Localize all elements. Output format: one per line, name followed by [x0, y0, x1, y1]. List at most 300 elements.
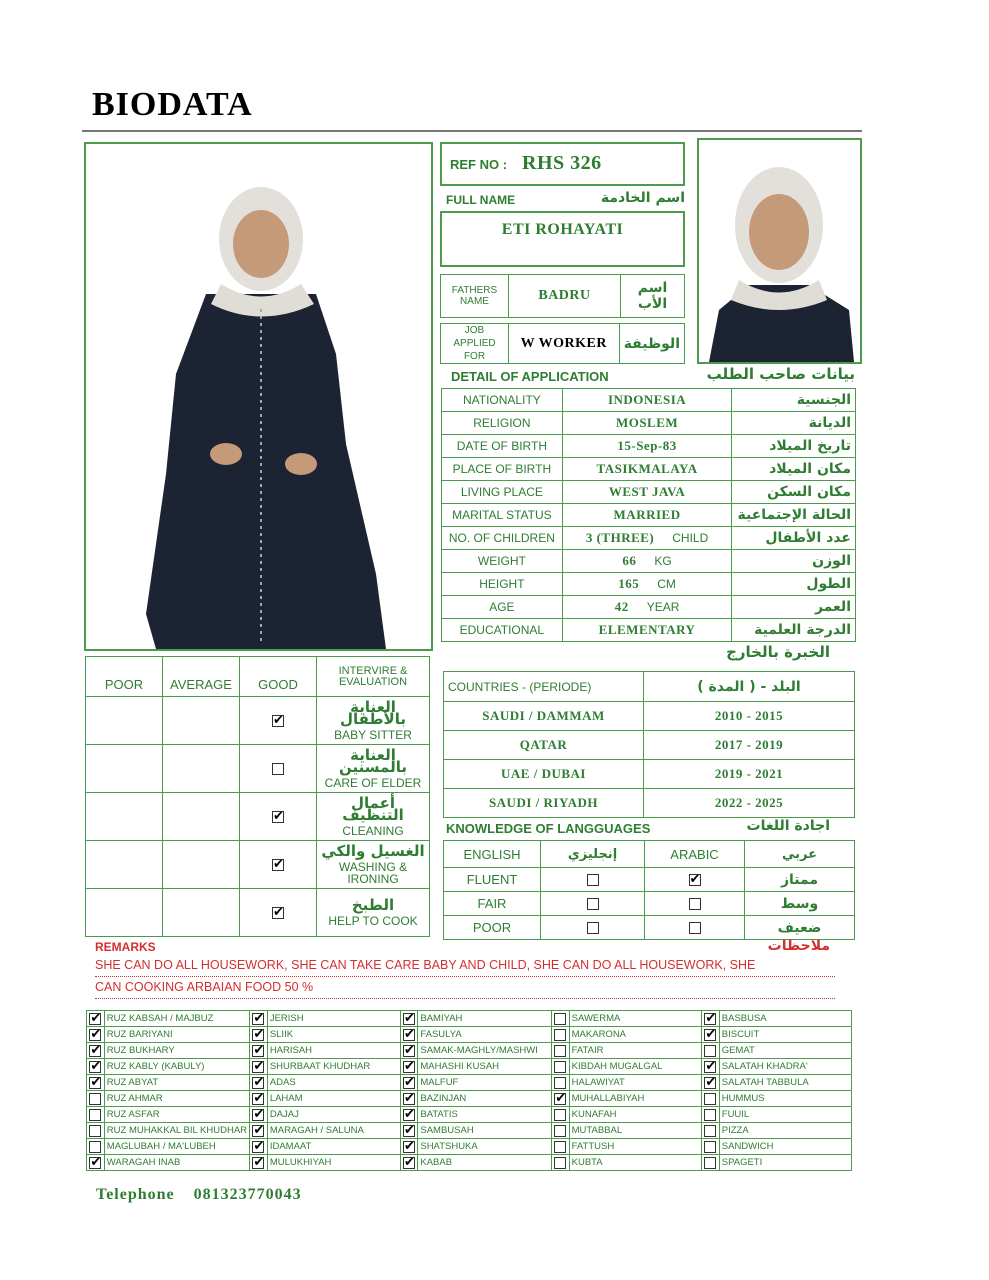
skill-name-en: CLEANING	[342, 823, 404, 838]
full-body-photo	[84, 142, 433, 651]
application-label-ar: بيانات صاحب الطلب	[706, 365, 855, 383]
food-checkbox[interactable]	[554, 1093, 566, 1105]
skills-header-good: GOOD	[240, 657, 317, 697]
abroad-period: 2017 - 2019	[644, 731, 855, 760]
application-row-value: 3 (THREE)	[585, 530, 655, 545]
food-name: RUZ BARIYANI	[104, 1027, 249, 1043]
language-level-ar: وسط	[745, 892, 855, 916]
food-check-cell	[87, 1155, 105, 1171]
food-checkbox[interactable]	[704, 1029, 716, 1041]
application-row-label-ar: الطول	[732, 573, 856, 596]
application-row	[442, 619, 856, 642]
food-name: KUBTA	[569, 1155, 701, 1171]
lang-english-ar: إنجليزي	[541, 841, 645, 868]
application-row-value-cell	[562, 573, 732, 596]
abroad-row	[444, 789, 855, 818]
food-row	[87, 1043, 852, 1059]
food-name: WARAGAH INAB	[104, 1155, 249, 1171]
food-checkbox[interactable]	[403, 1125, 415, 1137]
arabic-level-cell	[645, 892, 745, 916]
skill-good-checkbox[interactable]	[272, 859, 284, 871]
food-checkbox[interactable]	[252, 1093, 264, 1105]
skill-good-cell	[240, 745, 317, 793]
food-name: RUZ KABLY (KABULY)	[104, 1059, 249, 1075]
telephone	[96, 1186, 302, 1204]
skill-good-checkbox[interactable]	[272, 811, 284, 823]
application-row-value-cell	[562, 435, 732, 458]
food-checkbox[interactable]	[554, 1045, 566, 1057]
english-level-cell	[541, 916, 645, 940]
food-name: HALAWIYAT	[569, 1075, 701, 1091]
food-name: MALFUF	[418, 1075, 552, 1091]
food-checkbox[interactable]	[704, 1093, 716, 1105]
food-check-cell	[87, 1091, 105, 1107]
language-level-ar: ممتاز	[745, 868, 855, 892]
food-check-cell	[87, 1139, 105, 1155]
food-check-cell	[701, 1011, 719, 1027]
food-checkbox[interactable]	[252, 1125, 264, 1137]
food-check-cell	[400, 1107, 418, 1123]
food-check-cell	[400, 1155, 418, 1171]
food-checkbox[interactable]	[252, 1109, 264, 1121]
language-row	[444, 916, 855, 940]
application-row	[442, 573, 856, 596]
food-check-cell	[87, 1043, 105, 1059]
food-checkbox[interactable]	[704, 1077, 716, 1089]
food-name: KIBDAH MUGALGAL	[569, 1059, 701, 1075]
food-check-cell	[551, 1107, 569, 1123]
skill-name-en: WASHING & IRONING	[338, 859, 408, 886]
ref-label: REF NO :	[450, 157, 508, 172]
skill-name-en: HELP TO COOK	[328, 913, 418, 928]
food-check-cell	[701, 1059, 719, 1075]
lang-arabic: ARABIC	[645, 841, 745, 868]
food-checkbox[interactable]	[403, 1029, 415, 1041]
food-checkbox[interactable]	[704, 1141, 716, 1153]
food-check-cell	[250, 1059, 268, 1075]
application-row-label-ar: الدرجة العلمية	[732, 619, 856, 642]
food-check-cell	[87, 1059, 105, 1075]
food-check-cell	[400, 1123, 418, 1139]
application-row-value: MARRIED	[613, 507, 681, 522]
food-row	[87, 1155, 852, 1171]
arabic-checkbox[interactable]	[689, 922, 701, 934]
food-name: SHURBAAT KHUDHAR	[267, 1059, 400, 1075]
lang-arabic-ar: عربي	[745, 841, 855, 868]
application-row-label-ar: العمر	[732, 596, 856, 619]
food-name: SAMAK-MAGHLY/MASHWI	[418, 1043, 552, 1059]
abroad-country: QATAR	[444, 731, 644, 760]
food-check-cell	[701, 1139, 719, 1155]
father-value: BADRU	[509, 275, 621, 318]
fullname-label-ar: اسم الخادمة	[600, 190, 685, 206]
food-check-cell	[87, 1123, 105, 1139]
ref-value: RHS 326	[522, 152, 602, 174]
food-checkbox[interactable]	[704, 1061, 716, 1073]
fullname-value: ETI ROHAYATI	[501, 221, 624, 238]
food-row	[87, 1027, 852, 1043]
food-name: JERISH	[267, 1011, 400, 1027]
food-checkbox[interactable]	[403, 1061, 415, 1073]
application-row-label: NO. OF CHILDREN	[442, 527, 563, 550]
food-checkbox[interactable]	[403, 1045, 415, 1057]
food-name: RUZ MUHAKKAL BIL KHUDHAR	[104, 1123, 249, 1139]
food-check-cell	[87, 1027, 105, 1043]
food-check-cell	[551, 1011, 569, 1027]
abroad-label-ar: الخبرة بالخارج	[726, 643, 830, 661]
food-name: SLIIK	[267, 1027, 400, 1043]
food-check-cell	[701, 1155, 719, 1171]
food-name: HUMMUS	[719, 1091, 851, 1107]
application-row-value: INDONESIA	[607, 392, 687, 407]
application-row-label: EDUCATIONAL	[442, 619, 563, 642]
skill-poor-cell	[86, 697, 163, 745]
food-check-cell	[250, 1123, 268, 1139]
food-checkbox[interactable]	[554, 1125, 566, 1137]
food-checkbox[interactable]	[252, 1013, 264, 1025]
skill-name-en: BABY SITTER	[334, 727, 412, 742]
food-checkbox[interactable]	[252, 1077, 264, 1089]
food-checkbox[interactable]	[554, 1141, 566, 1153]
food-check-cell	[250, 1091, 268, 1107]
food-name: FASULYA	[418, 1027, 552, 1043]
food-checkbox[interactable]	[252, 1157, 264, 1169]
abroad-row	[444, 731, 855, 760]
father-row	[440, 274, 685, 318]
skill-eval-cell	[317, 889, 430, 937]
food-checkbox[interactable]	[252, 1061, 264, 1073]
skill-good-cell	[240, 793, 317, 841]
application-row-value-cell	[562, 596, 732, 619]
abroad-country: UAE / DUBAI	[444, 760, 644, 789]
food-name: SALATAH TABBULA	[719, 1075, 851, 1091]
language-level-ar: ضعيف	[745, 916, 855, 940]
food-checkbox[interactable]	[89, 1125, 101, 1137]
application-row-label: RELIGION	[442, 412, 563, 435]
application-row-label: DATE OF BIRTH	[442, 435, 563, 458]
food-name: BATATIS	[418, 1107, 552, 1123]
food-name: BASBUSA	[719, 1011, 851, 1027]
food-name: KABAB	[418, 1155, 552, 1171]
food-name: MUHALLABIYAH	[569, 1091, 701, 1107]
food-checkbox[interactable]	[252, 1029, 264, 1041]
food-name: MAHASHI KUSAH	[418, 1059, 552, 1075]
food-name: RUZ BUKHARY	[104, 1043, 249, 1059]
food-name: MUTABBAL	[569, 1123, 701, 1139]
application-row-value-cell	[562, 527, 732, 550]
food-check-cell	[701, 1043, 719, 1059]
remarks-label-ar: ملاحظات	[767, 938, 830, 954]
skill-average-cell	[163, 697, 240, 745]
food-row	[87, 1091, 852, 1107]
skill-row	[86, 697, 430, 745]
skill-name-ar: أعمال التنظيف	[342, 793, 404, 824]
abroad-period: 2010 - 2015	[644, 702, 855, 731]
application-row-label: MARITAL STATUS	[442, 504, 563, 527]
job-row	[440, 323, 685, 363]
food-checkbox[interactable]	[89, 1093, 101, 1105]
remarks-text	[95, 955, 835, 1011]
food-checkbox[interactable]	[554, 1157, 566, 1169]
food-check-cell	[701, 1123, 719, 1139]
food-checkbox[interactable]	[554, 1061, 566, 1073]
food-name: GEMAT	[719, 1043, 851, 1059]
food-name: BAZINJAN	[418, 1091, 552, 1107]
food-check-cell	[400, 1027, 418, 1043]
skill-name-ar: العناية بالأطفال	[339, 697, 406, 728]
food-check-cell	[551, 1091, 569, 1107]
food-checkbox[interactable]	[554, 1109, 566, 1121]
food-name: RUZ ASFAR	[104, 1107, 249, 1123]
food-checkbox[interactable]	[252, 1141, 264, 1153]
food-check-cell	[250, 1011, 268, 1027]
food-row	[87, 1075, 852, 1091]
food-check-cell	[551, 1123, 569, 1139]
english-level-cell	[541, 892, 645, 916]
application-row-label-ar: الديانة	[732, 412, 856, 435]
skill-good-checkbox[interactable]	[272, 907, 284, 919]
food-checkbox[interactable]	[554, 1013, 566, 1025]
application-row-unit: CHILD	[672, 531, 709, 545]
ref-box	[440, 142, 685, 186]
skill-average-cell	[163, 745, 240, 793]
food-checkbox[interactable]	[704, 1013, 716, 1025]
food-check-cell	[250, 1027, 268, 1043]
food-check-cell	[400, 1011, 418, 1027]
english-level-cell	[541, 868, 645, 892]
application-row-value: 42	[614, 599, 629, 614]
food-checkbox[interactable]	[252, 1045, 264, 1057]
food-name: RUZ ABYAT	[104, 1075, 249, 1091]
food-checkbox[interactable]	[403, 1141, 415, 1153]
remarks-line-2: CAN COOKING ARBAIAN FOOD 50 %	[95, 977, 835, 999]
food-name: PIZZA	[719, 1123, 851, 1139]
application-row-label: AGE	[442, 596, 563, 619]
english-checkbox[interactable]	[587, 898, 599, 910]
abroad-header-row	[444, 672, 855, 702]
telephone-label: Telephone	[96, 1186, 175, 1203]
application-label: DETAIL OF APPLICATION	[451, 369, 609, 384]
portrait-photo	[697, 138, 862, 364]
abroad-country: SAUDI / DAMMAM	[444, 702, 644, 731]
skill-good-cell	[240, 889, 317, 937]
food-name: SALATAH KHADRA'	[719, 1059, 851, 1075]
abroad-header-ar: البلد - ( المدة )	[644, 672, 855, 702]
language-row	[444, 868, 855, 892]
food-name: BISCUIT	[719, 1027, 851, 1043]
skill-eval-cell	[317, 745, 430, 793]
food-check-cell	[250, 1155, 268, 1171]
skill-poor-cell	[86, 889, 163, 937]
skill-good-cell	[240, 697, 317, 745]
food-check-cell	[87, 1107, 105, 1123]
application-row-value: ELEMENTARY	[598, 622, 696, 637]
food-row	[87, 1123, 852, 1139]
food-name: SAWERMA	[569, 1011, 701, 1027]
skill-eval-cell	[317, 697, 430, 745]
skill-good-checkbox[interactable]	[272, 763, 284, 775]
abroad-row	[444, 760, 855, 789]
arabic-checkbox[interactable]	[689, 874, 701, 886]
food-row	[87, 1011, 852, 1027]
skill-row	[86, 889, 430, 937]
food-checkbox[interactable]	[89, 1109, 101, 1121]
application-row-unit: CM	[657, 577, 676, 591]
application-row-value-cell	[562, 412, 732, 435]
food-checkbox[interactable]	[89, 1013, 101, 1025]
food-checkbox[interactable]	[89, 1157, 101, 1169]
food-check-cell	[400, 1091, 418, 1107]
skill-poor-cell	[86, 745, 163, 793]
food-check-cell	[551, 1155, 569, 1171]
food-checkbox[interactable]	[704, 1125, 716, 1137]
food-check-cell	[701, 1075, 719, 1091]
job-value: W WORKER	[509, 324, 620, 364]
abroad-table	[443, 671, 855, 818]
food-check-cell	[551, 1059, 569, 1075]
application-row-value: 66	[622, 553, 637, 568]
application-row-label-ar: الحالة الإجتماعية	[732, 504, 856, 527]
food-name: ADAS	[267, 1075, 400, 1091]
food-name: MAKARONA	[569, 1027, 701, 1043]
lang-english: ENGLISH	[444, 841, 541, 868]
food-check-cell	[400, 1075, 418, 1091]
food-row	[87, 1059, 852, 1075]
food-checkbox[interactable]	[89, 1061, 101, 1073]
food-checkbox[interactable]	[403, 1013, 415, 1025]
application-row-value-cell	[562, 550, 732, 573]
food-checkbox[interactable]	[403, 1157, 415, 1169]
english-checkbox[interactable]	[587, 922, 599, 934]
telephone-value: 081323770043	[193, 1186, 302, 1203]
food-name: SAMBUSAH	[418, 1123, 552, 1139]
application-row	[442, 504, 856, 527]
application-row	[442, 596, 856, 619]
food-checkbox[interactable]	[554, 1077, 566, 1089]
skill-name-ar: الغسيل والكي	[321, 841, 425, 860]
application-row-value-cell	[562, 504, 732, 527]
skills-table	[85, 656, 430, 937]
application-row-value: MOSLEM	[615, 415, 679, 430]
food-name: HARISAH	[267, 1043, 400, 1059]
application-row-value: 165	[618, 576, 640, 591]
application-row-label: WEIGHT	[442, 550, 563, 573]
skill-name-en: CARE OF ELDER	[324, 775, 422, 790]
skill-row	[86, 745, 430, 793]
food-checkbox[interactable]	[89, 1077, 101, 1089]
language-level: POOR	[444, 916, 541, 940]
food-checkbox[interactable]	[704, 1109, 716, 1121]
food-checkbox[interactable]	[89, 1029, 101, 1041]
food-checkbox[interactable]	[89, 1141, 101, 1153]
skills-header-poor: POOR	[86, 657, 163, 697]
languages-label-ar: اجادة اللغات	[746, 818, 830, 834]
skill-good-checkbox[interactable]	[272, 715, 284, 727]
fullname-box	[440, 211, 685, 267]
food-checkbox[interactable]	[704, 1045, 716, 1057]
food-name: SANDWICH	[719, 1139, 851, 1155]
application-row-label: PLACE OF BIRTH	[442, 458, 563, 481]
application-row-value-cell	[562, 458, 732, 481]
food-name: RUZ KABSAH / MAJBUZ	[104, 1011, 249, 1027]
languages-label: KNOWLEDGE OF LANGGUAGES	[446, 821, 651, 836]
application-row-label-ar: مكان السكن	[732, 481, 856, 504]
skill-name-ar: الطبخ	[351, 895, 395, 914]
arabic-level-cell	[645, 868, 745, 892]
father-label: FATHERS NAME	[441, 275, 509, 318]
foods-table	[86, 1010, 852, 1171]
skill-row	[86, 793, 430, 841]
application-row	[442, 412, 856, 435]
abroad-period: 2019 - 2021	[644, 760, 855, 789]
food-name: FATAIR	[569, 1043, 701, 1059]
application-table	[441, 388, 856, 642]
language-row	[444, 892, 855, 916]
food-check-cell	[701, 1091, 719, 1107]
food-checkbox[interactable]	[403, 1093, 415, 1105]
title-divider	[82, 130, 862, 132]
application-row-unit: KG	[654, 554, 672, 568]
food-row	[87, 1107, 852, 1123]
application-row	[442, 527, 856, 550]
application-row-value: WEST JAVA	[608, 484, 686, 499]
skill-row	[86, 841, 430, 889]
food-check-cell	[400, 1139, 418, 1155]
food-checkbox[interactable]	[403, 1077, 415, 1089]
food-row	[87, 1139, 852, 1155]
application-row-value-cell	[562, 389, 732, 412]
food-check-cell	[87, 1075, 105, 1091]
arabic-checkbox[interactable]	[689, 898, 701, 910]
application-row	[442, 481, 856, 504]
skill-average-cell	[163, 889, 240, 937]
application-row-label-ar: مكان الميلاد	[732, 458, 856, 481]
food-checkbox[interactable]	[89, 1045, 101, 1057]
skills-header-average: AVERAGE	[163, 657, 240, 697]
skill-good-cell	[240, 841, 317, 889]
page-title: BIODATA	[92, 86, 253, 123]
food-checkbox[interactable]	[704, 1157, 716, 1169]
food-check-cell	[551, 1075, 569, 1091]
abroad-header-countries: COUNTRIES - (PERIODE)	[444, 672, 644, 702]
application-row-label-ar: الوزن	[732, 550, 856, 573]
food-checkbox[interactable]	[403, 1109, 415, 1121]
food-check-cell	[87, 1011, 105, 1027]
skill-eval-cell	[317, 841, 430, 889]
languages-header-row	[444, 841, 855, 868]
application-row-value: TASIKMALAYA	[596, 461, 698, 476]
application-row	[442, 458, 856, 481]
food-check-cell	[250, 1075, 268, 1091]
food-name: KUNAFAH	[569, 1107, 701, 1123]
application-row-label: LIVING PLACE	[442, 481, 563, 504]
abroad-period: 2022 - 2025	[644, 789, 855, 818]
application-row-label: HEIGHT	[442, 573, 563, 596]
skills-header-eval: INTERVIRE & EVALUATION	[317, 657, 430, 697]
food-name: FUUIL	[719, 1107, 851, 1123]
abroad-country: SAUDI / RIYADH	[444, 789, 644, 818]
food-checkbox[interactable]	[554, 1029, 566, 1041]
application-row-label-ar: عدد الأطفال	[732, 527, 856, 550]
application-row-label-ar: الجنسية	[732, 389, 856, 412]
application-row-value-cell	[562, 619, 732, 642]
food-name: DAJAJ	[267, 1107, 400, 1123]
food-name: IDAMAAT	[267, 1139, 400, 1155]
food-name: LAHAM	[267, 1091, 400, 1107]
english-checkbox[interactable]	[587, 874, 599, 886]
skill-average-cell	[163, 841, 240, 889]
skill-name-ar: العناية بالمسنين	[339, 745, 407, 776]
